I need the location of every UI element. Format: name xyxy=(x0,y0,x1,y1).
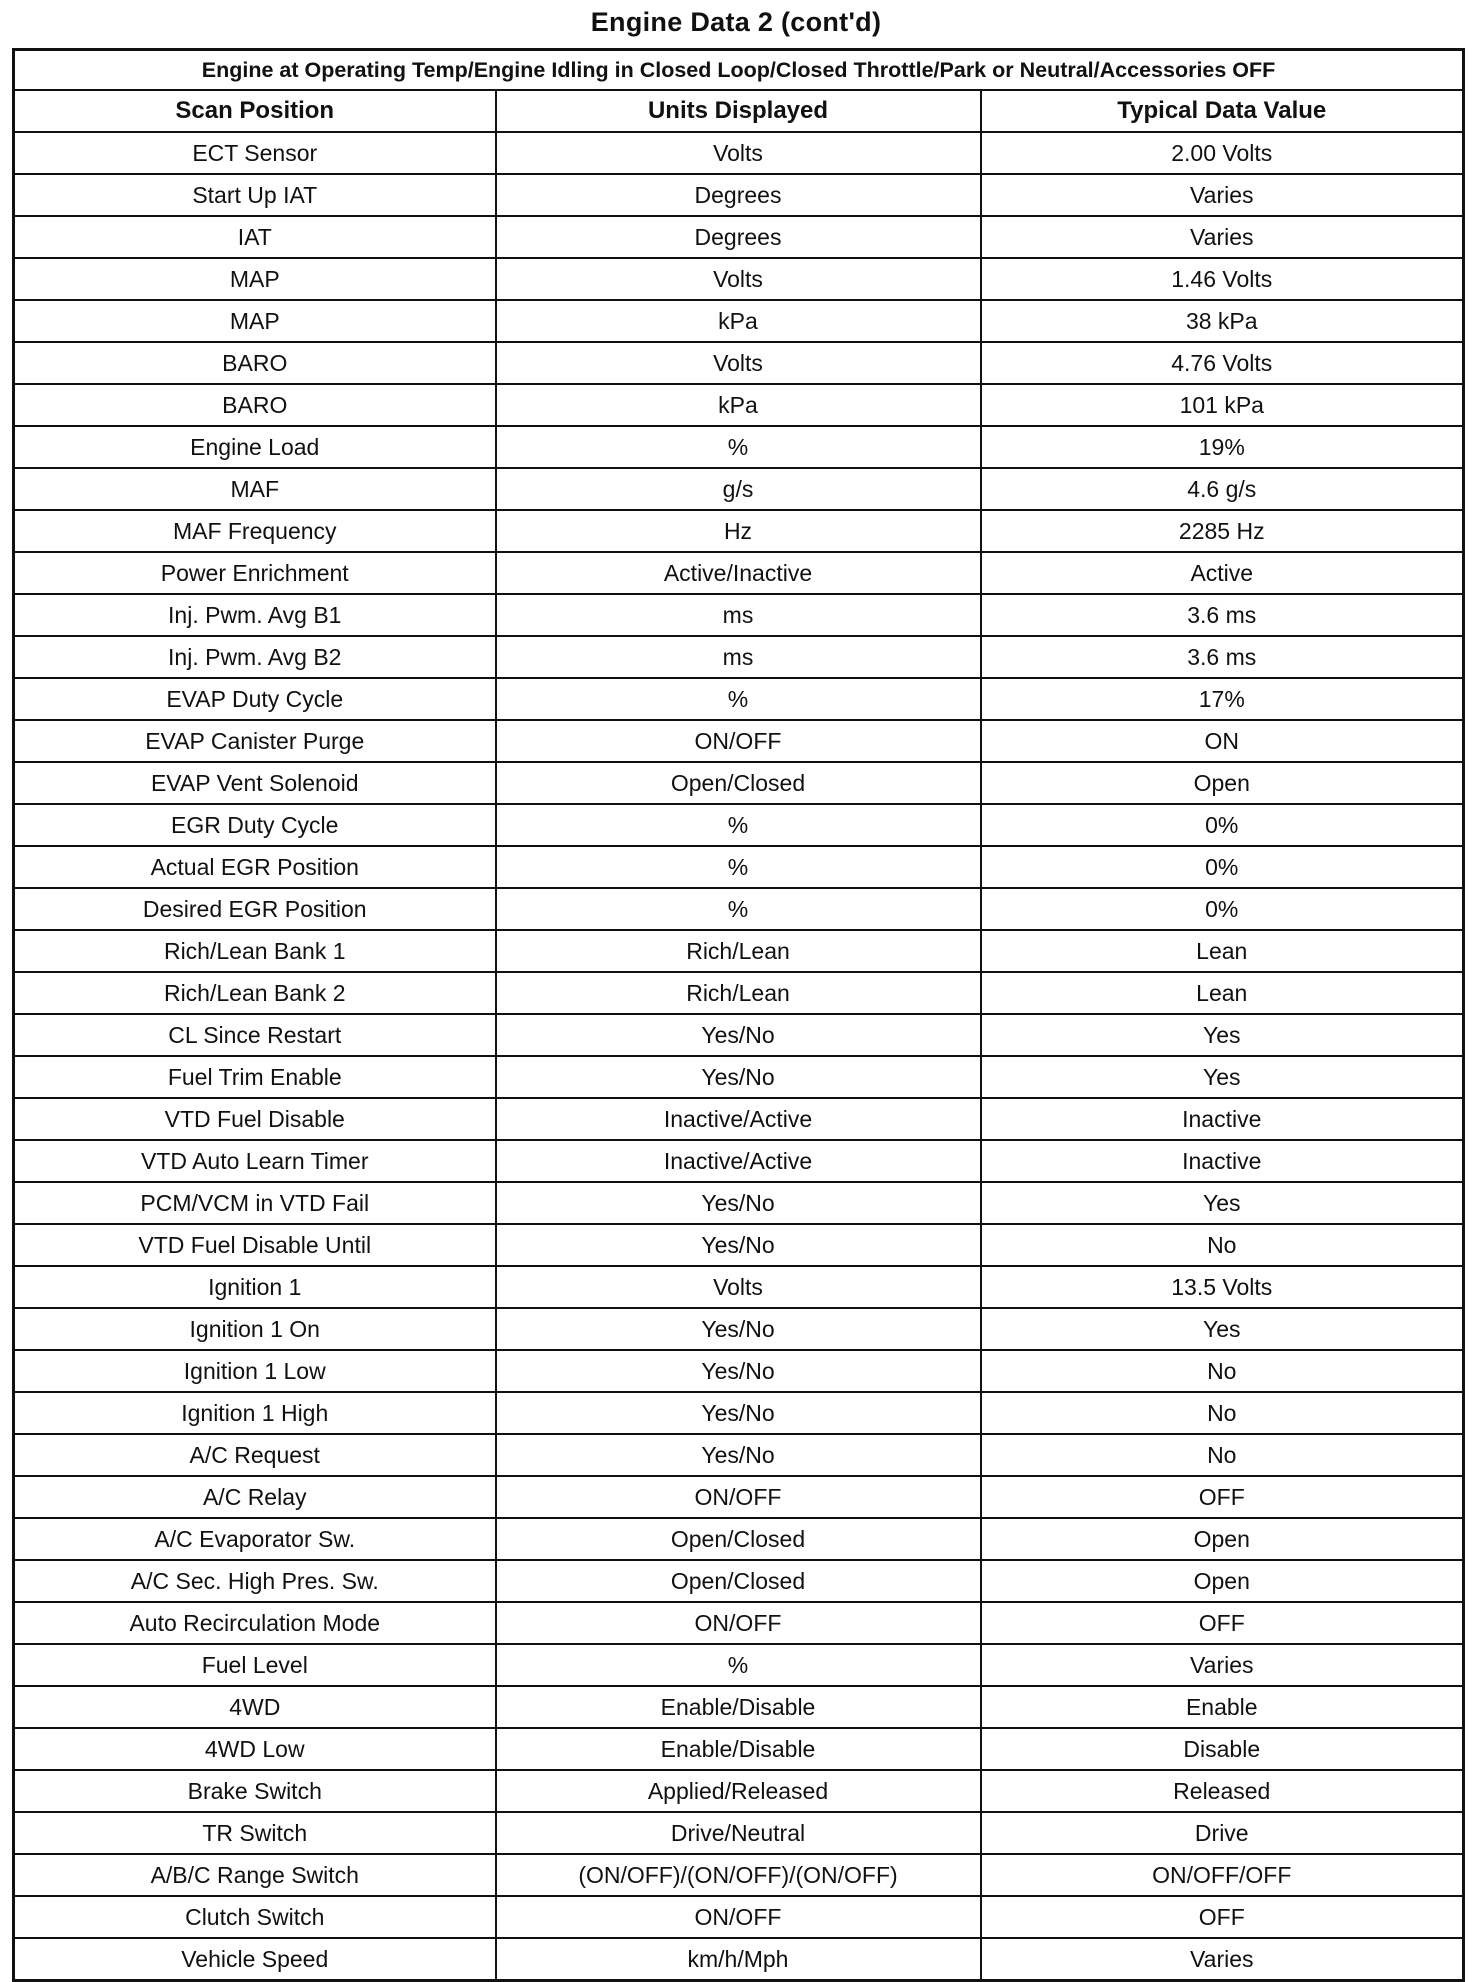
typical-value-cell: 0% xyxy=(981,888,1464,930)
typical-value-cell: 13.5 Volts xyxy=(981,1266,1464,1308)
typical-value-cell: Lean xyxy=(981,930,1464,972)
typical-value-cell: Active xyxy=(981,552,1464,594)
typical-value-cell: Open xyxy=(981,1518,1464,1560)
units-displayed-cell: Volts xyxy=(496,258,981,300)
table-row xyxy=(14,510,1464,552)
units-displayed-cell: Enable/Disable xyxy=(496,1728,981,1770)
typical-value-cell: Yes xyxy=(981,1014,1464,1056)
units-displayed-cell: km/h/Mph xyxy=(496,1938,981,1981)
typical-value-cell: Released xyxy=(981,1770,1464,1812)
units-displayed-cell: Yes/No xyxy=(496,1350,981,1392)
scan-position-cell: Start Up IAT xyxy=(14,174,496,216)
typical-value-cell: 4.6 g/s xyxy=(981,468,1464,510)
table-row xyxy=(14,636,1464,678)
scan-position-cell: PCM/VCM in VTD Fail xyxy=(14,1182,496,1224)
document-title: Engine Data 2 (cont'd) xyxy=(590,7,882,37)
units-displayed-cell: Degrees xyxy=(496,174,981,216)
scan-position-cell: Ignition 1 High xyxy=(14,1392,496,1434)
table-row xyxy=(14,720,1464,762)
scan-position-cell: VTD Fuel Disable xyxy=(14,1098,496,1140)
units-displayed-cell: Open/Closed xyxy=(496,1518,981,1560)
typical-value-cell: Lean xyxy=(981,972,1464,1014)
table-row xyxy=(14,216,1464,258)
typical-value-cell: Open xyxy=(981,1560,1464,1602)
scan-position-cell: Brake Switch xyxy=(14,1770,496,1812)
table-row xyxy=(14,132,1464,174)
scan-position-cell: A/C Sec. High Pres. Sw. xyxy=(14,1560,496,1602)
units-displayed-cell: Rich/Lean xyxy=(496,930,981,972)
units-displayed-cell: Yes/No xyxy=(496,1392,981,1434)
scan-position-cell: TR Switch xyxy=(14,1812,496,1854)
table-row xyxy=(14,1728,1464,1770)
table-row xyxy=(14,888,1464,930)
typical-value-cell: 17% xyxy=(981,678,1464,720)
column-header-row xyxy=(14,90,1464,132)
scan-position-cell: Desired EGR Position xyxy=(14,888,496,930)
scan-position-cell: EVAP Duty Cycle xyxy=(14,678,496,720)
table-row xyxy=(14,804,1464,846)
units-displayed-cell: % xyxy=(496,678,981,720)
scan-position-cell: Inj. Pwm. Avg B1 xyxy=(14,594,496,636)
units-displayed-cell: Rich/Lean xyxy=(496,972,981,1014)
table-row xyxy=(14,972,1464,1014)
typical-value-cell: Varies xyxy=(981,174,1464,216)
scan-position-cell: Fuel Level xyxy=(14,1644,496,1686)
table-row xyxy=(14,1098,1464,1140)
typical-value-cell: Open xyxy=(981,762,1464,804)
units-displayed-cell: kPa xyxy=(496,384,981,426)
units-displayed-cell: ms xyxy=(496,636,981,678)
units-displayed-cell: Volts xyxy=(496,342,981,384)
table-row xyxy=(14,1266,1464,1308)
typical-value-cell: Yes xyxy=(981,1308,1464,1350)
table-row xyxy=(14,1434,1464,1476)
typical-value-cell: 19% xyxy=(981,426,1464,468)
units-displayed-cell: Inactive/Active xyxy=(496,1140,981,1182)
typical-value-cell: Disable xyxy=(981,1728,1464,1770)
typical-value-cell: Yes xyxy=(981,1056,1464,1098)
scan-position-cell: A/C Evaporator Sw. xyxy=(14,1518,496,1560)
scan-position-cell: CL Since Restart xyxy=(14,1014,496,1056)
table-row xyxy=(14,300,1464,342)
typical-value-cell: 1.46 Volts xyxy=(981,258,1464,300)
scan-position-cell: VTD Auto Learn Timer xyxy=(14,1140,496,1182)
units-displayed-cell: Yes/No xyxy=(496,1014,981,1056)
typical-value-cell: OFF xyxy=(981,1896,1464,1938)
scan-position-cell: EGR Duty Cycle xyxy=(14,804,496,846)
table-row xyxy=(14,426,1464,468)
typical-value-cell: 4.76 Volts xyxy=(981,342,1464,384)
typical-value-cell: No xyxy=(981,1350,1464,1392)
scan-position-cell: IAT xyxy=(14,216,496,258)
units-displayed-cell: % xyxy=(496,1644,981,1686)
typical-value-cell: Varies xyxy=(981,1938,1464,1981)
scan-position-cell: Actual EGR Position xyxy=(14,846,496,888)
units-displayed-cell: Drive/Neutral xyxy=(496,1812,981,1854)
table-row xyxy=(14,1182,1464,1224)
table-row xyxy=(14,1518,1464,1560)
units-displayed-cell: Enable/Disable xyxy=(496,1686,981,1728)
units-displayed-cell: Yes/No xyxy=(496,1182,981,1224)
table-row xyxy=(14,1392,1464,1434)
typical-value-cell: 3.6 ms xyxy=(981,594,1464,636)
typical-value-cell: 2.00 Volts xyxy=(981,132,1464,174)
scan-position-cell: BARO xyxy=(14,342,496,384)
table-row xyxy=(14,1812,1464,1854)
typical-value-cell: No xyxy=(981,1392,1464,1434)
units-displayed-cell: ms xyxy=(496,594,981,636)
typical-value-cell: ON xyxy=(981,720,1464,762)
table-row xyxy=(14,930,1464,972)
typical-value-cell: 101 kPa xyxy=(981,384,1464,426)
units-displayed-cell: Yes/No xyxy=(496,1434,981,1476)
scan-position-cell: Ignition 1 xyxy=(14,1266,496,1308)
typical-value-cell: Varies xyxy=(981,1644,1464,1686)
scan-position-cell: Clutch Switch xyxy=(14,1896,496,1938)
operating-condition: Engine at Operating Temp/Engine Idling in Closed Loop/Closed Throttle/Park or Neutral/Accessories OFF xyxy=(14,50,1464,91)
units-displayed-cell: Yes/No xyxy=(496,1056,981,1098)
units-displayed-cell: Active/Inactive xyxy=(496,552,981,594)
table-row xyxy=(14,174,1464,216)
units-displayed-cell: ON/OFF xyxy=(496,720,981,762)
units-displayed-cell: ON/OFF xyxy=(496,1476,981,1518)
scan-position-cell: Rich/Lean Bank 1 xyxy=(14,930,496,972)
table-row xyxy=(14,342,1464,384)
units-displayed-cell: g/s xyxy=(496,468,981,510)
scan-position-cell: A/C Relay xyxy=(14,1476,496,1518)
typical-value-cell: Inactive xyxy=(981,1140,1464,1182)
units-displayed-cell: kPa xyxy=(496,300,981,342)
scan-position-cell: MAP xyxy=(14,300,496,342)
table-row xyxy=(14,384,1464,426)
units-displayed-cell: Open/Closed xyxy=(496,1560,981,1602)
typical-value-cell: Drive xyxy=(981,1812,1464,1854)
typical-value-cell: 0% xyxy=(981,804,1464,846)
scan-position-cell: Ignition 1 On xyxy=(14,1308,496,1350)
table-row xyxy=(14,1644,1464,1686)
header-typical-data-value: Typical Data Value xyxy=(981,90,1464,132)
table-row xyxy=(14,1560,1464,1602)
typical-value-cell: No xyxy=(981,1434,1464,1476)
scan-position-cell: EVAP Canister Purge xyxy=(14,720,496,762)
units-displayed-cell: Applied/Released xyxy=(496,1770,981,1812)
typical-value-cell: Inactive xyxy=(981,1098,1464,1140)
typical-value-cell: OFF xyxy=(981,1602,1464,1644)
table-row xyxy=(14,1056,1464,1098)
typical-value-cell: 3.6 ms xyxy=(981,636,1464,678)
scan-position-cell: Ignition 1 Low xyxy=(14,1350,496,1392)
condition-row xyxy=(14,50,1464,91)
table-row xyxy=(14,1140,1464,1182)
scan-position-cell: Vehicle Speed xyxy=(14,1938,496,1981)
table-row xyxy=(14,1854,1464,1896)
scan-position-cell: Rich/Lean Bank 2 xyxy=(14,972,496,1014)
scan-position-cell: Power Enrichment xyxy=(14,552,496,594)
typical-value-cell: Varies xyxy=(981,216,1464,258)
table-row xyxy=(14,678,1464,720)
scan-position-cell: MAF xyxy=(14,468,496,510)
units-displayed-cell: % xyxy=(496,888,981,930)
units-displayed-cell: Volts xyxy=(496,1266,981,1308)
scan-position-cell: MAP xyxy=(14,258,496,300)
units-displayed-cell: Open/Closed xyxy=(496,762,981,804)
units-displayed-cell: (ON/OFF)/(ON/OFF)/(ON/OFF) xyxy=(496,1854,981,1896)
scan-position-cell: 4WD Low xyxy=(14,1728,496,1770)
units-displayed-cell: % xyxy=(496,804,981,846)
units-displayed-cell: ON/OFF xyxy=(496,1896,981,1938)
engine-data-table xyxy=(12,48,1465,1982)
units-displayed-cell: Yes/No xyxy=(496,1224,981,1266)
scan-position-cell: Auto Recirculation Mode xyxy=(14,1602,496,1644)
table-row xyxy=(14,846,1464,888)
table-row xyxy=(14,1896,1464,1938)
table-row xyxy=(14,1686,1464,1728)
table-row xyxy=(14,1350,1464,1392)
units-displayed-cell: Degrees xyxy=(496,216,981,258)
table-row xyxy=(14,552,1464,594)
table-row xyxy=(14,258,1464,300)
table-row xyxy=(14,1308,1464,1350)
table-row xyxy=(14,1014,1464,1056)
table-row xyxy=(14,1602,1464,1644)
typical-value-cell: OFF xyxy=(981,1476,1464,1518)
scan-position-cell: A/C Request xyxy=(14,1434,496,1476)
scan-position-cell: A/B/C Range Switch xyxy=(14,1854,496,1896)
units-displayed-cell: ON/OFF xyxy=(496,1602,981,1644)
table-row xyxy=(14,1224,1464,1266)
table-row xyxy=(14,1938,1464,1981)
typical-value-cell: 38 kPa xyxy=(981,300,1464,342)
typical-value-cell: ON/OFF/OFF xyxy=(981,1854,1464,1896)
typical-value-cell: Yes xyxy=(981,1182,1464,1224)
typical-value-cell: Enable xyxy=(981,1686,1464,1728)
scan-position-cell: ECT Sensor xyxy=(14,132,496,174)
scan-position-cell: 4WD xyxy=(14,1686,496,1728)
scan-position-cell: Inj. Pwm. Avg B2 xyxy=(14,636,496,678)
table-row xyxy=(14,762,1464,804)
table-row xyxy=(14,468,1464,510)
units-displayed-cell: Yes/No xyxy=(496,1308,981,1350)
scan-position-cell: BARO xyxy=(14,384,496,426)
scan-position-cell: MAF Frequency xyxy=(14,510,496,552)
units-displayed-cell: Inactive/Active xyxy=(496,1098,981,1140)
typical-value-cell: 2285 Hz xyxy=(981,510,1464,552)
units-displayed-cell: Volts xyxy=(496,132,981,174)
scan-position-cell: EVAP Vent Solenoid xyxy=(14,762,496,804)
units-displayed-cell: Hz xyxy=(496,510,981,552)
scan-position-cell: Fuel Trim Enable xyxy=(14,1056,496,1098)
header-units-displayed: Units Displayed xyxy=(496,90,981,132)
typical-value-cell: No xyxy=(981,1224,1464,1266)
units-displayed-cell: % xyxy=(496,846,981,888)
units-displayed-cell: % xyxy=(496,426,981,468)
scan-position-cell: VTD Fuel Disable Until xyxy=(14,1224,496,1266)
table-row xyxy=(14,1770,1464,1812)
table-body xyxy=(14,132,1464,1981)
table-row xyxy=(14,594,1464,636)
typical-value-cell: 0% xyxy=(981,846,1464,888)
table-row xyxy=(14,1476,1464,1518)
header-scan-position: Scan Position xyxy=(14,90,496,132)
scan-position-cell: Engine Load xyxy=(14,426,496,468)
